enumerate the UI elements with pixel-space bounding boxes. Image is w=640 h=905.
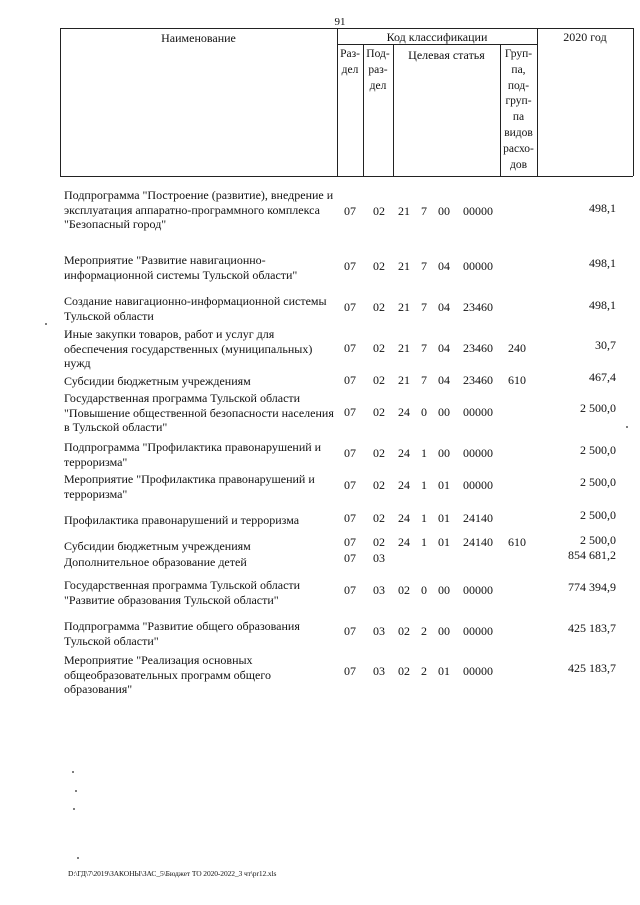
cell-razdel: 07 [344, 373, 356, 387]
cell-amount: 425 183,7 [568, 621, 616, 635]
row-name: Профилактика правонарушений и терроризма [64, 513, 300, 527]
cell-subprogram: 7 [421, 373, 427, 387]
header-vid-line: дов [509, 158, 528, 171]
header-podrazdel [363, 47, 393, 94]
cell-subprogram: 7 [421, 300, 427, 314]
cell-program: 21 [398, 300, 410, 314]
cell-amount: 854 681,2 [568, 548, 616, 562]
cell-event: 00 [438, 624, 450, 638]
cell-event: 00 [438, 583, 450, 597]
page-number: 91 [334, 16, 346, 28]
header-target: Целевая статья [408, 48, 485, 62]
cell-direction: 23460 [463, 341, 493, 355]
cell-subprogram: 0 [421, 583, 427, 597]
scan-speck [72, 771, 74, 773]
cell-event: 04 [438, 259, 450, 273]
cell-event: 00 [438, 446, 450, 460]
cell-razdel: 07 [344, 551, 356, 565]
cell-direction: 00000 [463, 664, 493, 678]
cell-podrazdel: 03 [373, 624, 385, 638]
cell-podrazdel: 02 [373, 300, 385, 314]
cell-podrazdel: 02 [373, 341, 385, 355]
cell-direction: 00000 [463, 446, 493, 460]
cell-event: 01 [438, 535, 450, 549]
header-podrazdel-line: раз- [368, 63, 388, 76]
cell-program: 02 [398, 664, 410, 678]
cell-direction: 24140 [463, 535, 493, 549]
cell-subprogram: 2 [421, 624, 427, 638]
cell-subprogram: 7 [421, 341, 427, 355]
cell-subprogram: 2 [421, 664, 427, 678]
cell-razdel: 07 [344, 583, 356, 597]
cell-program: 24 [398, 535, 410, 549]
cell-direction: 23460 [463, 373, 493, 387]
cell-event: 04 [438, 300, 450, 314]
col-line-left [60, 28, 61, 176]
cell-event: 04 [438, 373, 450, 387]
cell-amount: 498,1 [589, 298, 616, 312]
file-path-footer: D:\ГД\7\2019\ЗАКОНЫ\ЗАС_5\Бюджет ТО 2020-2022_3 чт\pr12.xls [68, 869, 277, 878]
cell-vid: 610 [508, 535, 526, 549]
cell-razdel: 07 [344, 624, 356, 638]
cell-direction: 00000 [463, 583, 493, 597]
header-year: 2020 год [563, 30, 607, 44]
cell-razdel: 07 [344, 405, 356, 419]
header-vid-line: па [512, 111, 525, 124]
cell-podrazdel: 02 [373, 405, 385, 419]
cell-program: 24 [398, 478, 410, 492]
row-name: Субсидии бюджетным учреждениям [64, 539, 251, 553]
cell-event: 01 [438, 478, 450, 492]
cell-razdel: 07 [344, 300, 356, 314]
header-vid-line: Груп- [504, 48, 533, 60]
cell-program: 21 [398, 373, 410, 387]
row-name: Государственная программа Тульской области "Повышение общественной безопасности населения в Тульской области" [64, 391, 334, 435]
cell-podrazdel: 02 [373, 535, 385, 549]
scan-speck [77, 857, 79, 859]
header-vid-line: расхо- [503, 142, 534, 155]
cell-podrazdel: 03 [373, 583, 385, 597]
cell-subprogram: 1 [421, 535, 427, 549]
cell-podrazdel: 02 [373, 259, 385, 273]
header-podrazdel-line: дел [369, 79, 387, 92]
scan-speck [626, 426, 628, 428]
cell-program: 24 [398, 446, 410, 460]
cell-amount: 2 500,0 [580, 475, 616, 489]
cell-razdel: 07 [344, 511, 356, 525]
header-razdel-line: Раз- [340, 48, 360, 60]
cell-direction: 00000 [463, 624, 493, 638]
cell-podrazdel: 02 [373, 478, 385, 492]
cell-program: 02 [398, 624, 410, 638]
header-vid-line: видов [504, 126, 533, 139]
cell-amount: 498,1 [589, 256, 616, 270]
scan-speck [45, 323, 47, 325]
cell-event: 00 [438, 204, 450, 218]
header-razdel [337, 47, 363, 79]
cell-vid: 240 [508, 341, 526, 355]
row-name: Подпрограмма "Профилактика правонарушений и терроризма" [64, 440, 322, 469]
cell-event: 01 [438, 511, 450, 525]
header-vid-line: под- [507, 79, 530, 92]
cell-amount: 30,7 [595, 338, 616, 352]
cell-subprogram: 1 [421, 446, 427, 460]
header-name: Наименование [161, 31, 236, 45]
row-name: Подпрограмма "Развитие общего образования Тульской области" [64, 619, 300, 648]
table-header-bottom [60, 176, 633, 177]
header-code-group: Код классификации [386, 30, 488, 44]
cell-razdel: 07 [344, 259, 356, 273]
cell-subprogram: 0 [421, 405, 427, 419]
cell-event: 04 [438, 341, 450, 355]
cell-razdel: 07 [344, 446, 356, 460]
cell-program: 21 [398, 341, 410, 355]
col-line-right [633, 28, 634, 176]
cell-razdel: 07 [344, 478, 356, 492]
row-name: Мероприятие "Профилактика правонарушений и терроризма" [64, 472, 315, 501]
col-line-vr [537, 28, 538, 176]
cell-podrazdel: 03 [373, 664, 385, 678]
cell-amount: 425 183,7 [568, 661, 616, 675]
cell-direction: 00000 [463, 405, 493, 419]
cell-razdel: 07 [344, 535, 356, 549]
scan-speck [75, 790, 77, 792]
col-line-pr [393, 44, 394, 176]
cell-subprogram: 7 [421, 204, 427, 218]
cell-amount: 2 500,0 [580, 533, 616, 547]
code-group-divider [337, 44, 537, 45]
cell-direction: 00000 [463, 259, 493, 273]
cell-amount: 774 394,9 [568, 580, 616, 594]
table-top-border [60, 28, 633, 29]
cell-vid: 610 [508, 373, 526, 387]
row-name: Создание навигационно-информационной системы Тульской области [64, 294, 327, 323]
row-name: Подпрограмма "Построение (развитие), внедрение и эксплуатация аппаратно-программного комплекса "Безопасный город" [64, 188, 334, 232]
cell-amount: 467,4 [589, 370, 616, 384]
cell-subprogram: 7 [421, 259, 427, 273]
cell-program: 24 [398, 405, 410, 419]
cell-amount: 2 500,0 [580, 508, 616, 522]
cell-razdel: 07 [344, 664, 356, 678]
scan-speck [73, 808, 75, 810]
cell-program: 02 [398, 583, 410, 597]
cell-podrazdel: 02 [373, 204, 385, 218]
cell-event: 01 [438, 664, 450, 678]
row-name: Государственная программа Тульской области "Развитие образования Тульской области" [64, 578, 301, 607]
cell-direction: 00000 [463, 478, 493, 492]
cell-podrazdel: 02 [373, 446, 385, 460]
header-vid [500, 47, 537, 173]
cell-amount: 2 500,0 [580, 443, 616, 457]
cell-razdel: 07 [344, 341, 356, 355]
row-name: Субсидии бюджетным учреждениям [64, 374, 251, 388]
cell-direction: 24140 [463, 511, 493, 525]
cell-subprogram: 1 [421, 511, 427, 525]
cell-program: 21 [398, 259, 410, 273]
row-name: Мероприятие "Реализация основных общеобразовательных программ общего образования" [64, 653, 271, 697]
header-razdel-line: дел [341, 63, 359, 76]
cell-amount: 2 500,0 [580, 401, 616, 415]
cell-direction: 23460 [463, 300, 493, 314]
cell-event: 00 [438, 405, 450, 419]
header-vid-line: па, [511, 63, 526, 76]
cell-podrazdel: 02 [373, 511, 385, 525]
header-podrazdel-line: Под- [366, 48, 390, 60]
row-name: Дополнительное образование детей [64, 555, 247, 569]
cell-program: 21 [398, 204, 410, 218]
cell-direction: 00000 [463, 204, 493, 218]
cell-program: 24 [398, 511, 410, 525]
cell-amount: 498,1 [589, 201, 616, 215]
header-vid-line: груп- [505, 95, 532, 108]
cell-subprogram: 1 [421, 478, 427, 492]
row-name: Иные закупки товаров, работ и услуг для обеспечения государственных (муниципальных) нужд [64, 327, 313, 371]
row-name: Мероприятие "Развитие навигационно-информационной системы Тульской области" [64, 253, 298, 282]
cell-razdel: 07 [344, 204, 356, 218]
cell-podrazdel: 03 [373, 551, 385, 565]
cell-podrazdel: 02 [373, 373, 385, 387]
